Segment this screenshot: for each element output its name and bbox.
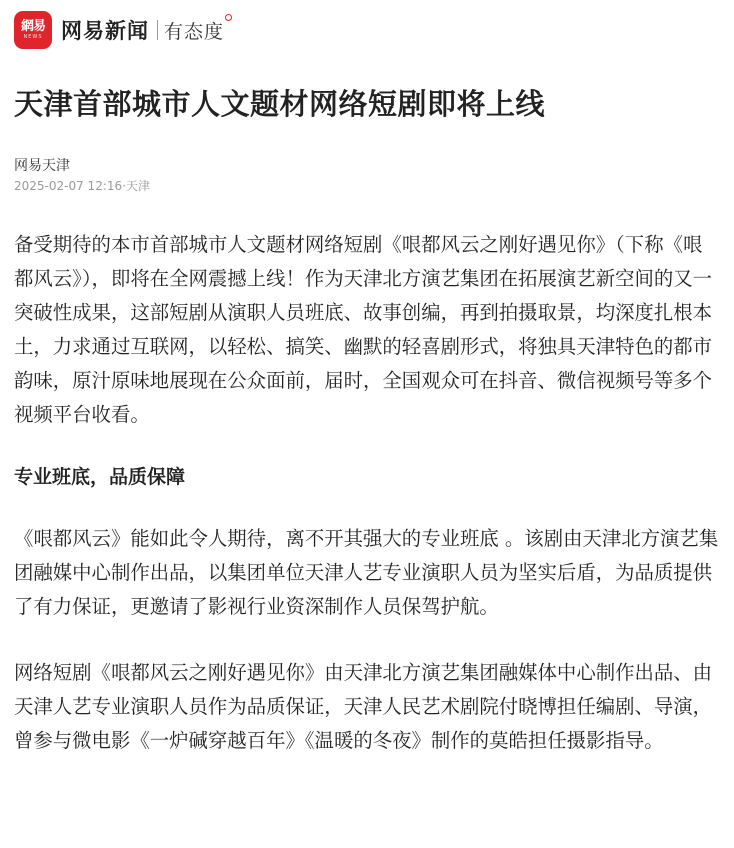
slogan-text: 有态度 [164,20,225,43]
logo-glyph: 網易 [20,19,45,34]
site-header [14,10,224,50]
slogan-dot-icon [225,14,232,21]
brand-divider [157,20,158,40]
article-meta: 2025-02-07 12:16·天津 [14,179,150,193]
logo-sub: NEWS [23,34,43,40]
article-paragraph: 网络短剧《哏都风云之刚好遇见你》由天津北方演艺集团融媒体中心制作出品、由天津人艺专业演职人员作为品质保证，天津人民艺术剧院付晓博担任编剧、导演，曾参与微电影《一炉碱穿越百年》《温暖的冬夜》制作的莫皓担任摄影指导。 [14,661,713,752]
netease-news-logo[interactable] [14,11,52,49]
article-title: 天津首部城市人文题材网络短剧即将上线 [14,87,546,121]
article-source[interactable]: 网易天津 [14,158,70,174]
article-paragraph: 备受期待的本市首部城市人文题材网络短剧《哏都风云之刚好遇见你》（下称《哏都风云》），即将在全网震撼上线！作为天津北方演艺集团在拓展演艺新空间的又一突破性成果，这部短剧从演职人员班底、故事创编，再到拍摄取景，均深度扎根本土，力求通过互联网，以轻松、搞笑、幽默的轻喜剧形式，将独具天津特色的都市韵味，原汁原味地展现在公众面前，届时，全国观众可在抖音、微信视频号等多个视频平台收看。 [14,233,713,426]
brand-name[interactable]: 网易新闻 [61,19,149,43]
brand-slogan [164,17,224,44]
article-paragraph: 《哏都风云》能如此令人期待，离不开其强大的专业班底 。该剧由天津北方演艺集团融媒中心制作出品，以集团单位天津人艺专业演职人员为坚实后盾，为品质提供了有力保证，更邀请了影视行业资深制作人员保驾护航。 [14,527,719,618]
article-body [14,228,720,758]
section-heading: 专业班底，品质保障 [14,466,186,488]
